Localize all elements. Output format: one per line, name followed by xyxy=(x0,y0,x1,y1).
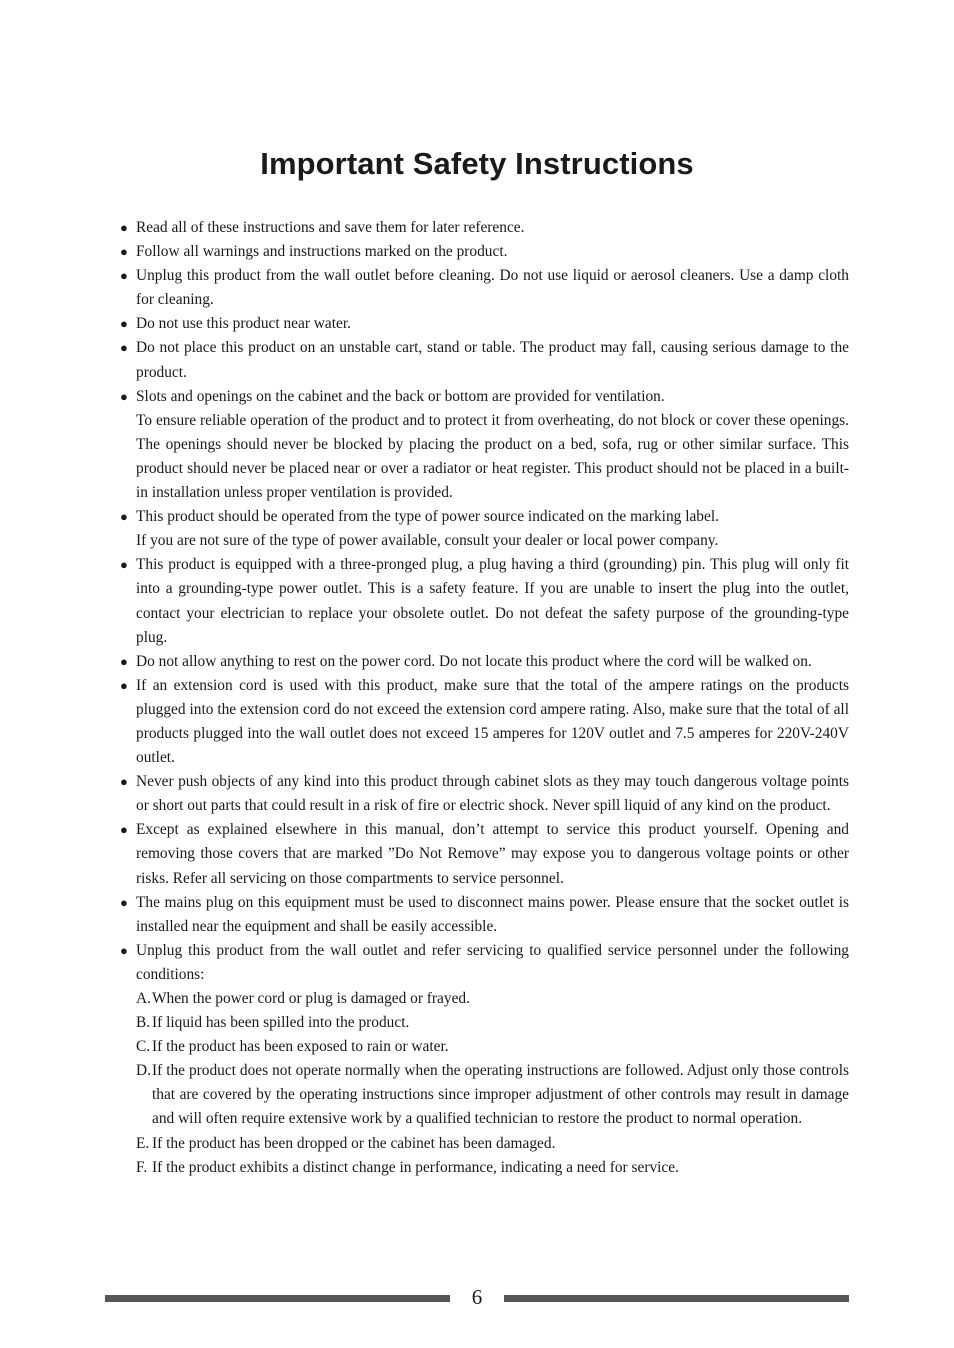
list-item xyxy=(118,818,849,890)
bullet-icon: ● xyxy=(120,557,128,573)
list-item xyxy=(118,505,849,553)
item-text: Do not use this product near water. xyxy=(136,315,351,333)
item-text: This product should be operated from the type of power source indicated on the marking label. xyxy=(136,508,719,526)
condition-letter: E. xyxy=(136,1134,150,1152)
condition-text: If the product has been exposed to rain or water. xyxy=(152,1038,449,1056)
bullet-icon: ● xyxy=(120,677,128,693)
list-item xyxy=(118,336,849,384)
list-item xyxy=(118,939,849,987)
item-text: Do not place this product on an unstable cart, stand or table. The product may fall, causing serious damage to the product. xyxy=(136,339,849,381)
condition-item xyxy=(136,1035,849,1059)
condition-text: If the product has been dropped or the cabinet has been damaged. xyxy=(152,1134,556,1152)
bullet-icon: ● xyxy=(120,894,128,910)
condition-letter: C. xyxy=(136,1038,151,1056)
item-text: Never push objects of any kind into this product through cabinet slots as they may touch dangerous voltage points or short out parts that could result in a risk of fire or electric shock. Never spill liquid of any kind on the product. xyxy=(136,773,849,815)
list-item xyxy=(118,216,849,240)
bullet-icon: ● xyxy=(120,509,128,525)
footer-rule-left xyxy=(105,1295,450,1302)
list-item xyxy=(118,674,849,770)
condition-text: When the power cord or plug is damaged or frayed. xyxy=(152,990,470,1007)
condition-item xyxy=(136,1059,849,1131)
item-text: Follow all warnings and instructions marked on the product. xyxy=(136,243,508,261)
condition-letter: B. xyxy=(136,1014,151,1032)
condition-text: If liquid has been spilled into the product. xyxy=(152,1014,410,1032)
bullet-icon: ● xyxy=(120,316,128,332)
item-text: If an extension cord is used with this product, make sure that the total of the ampere ratings on the products plugged into the extension cord do not exceed the extension cord ampere rating. Also, make sure that the total of all products plugged into the wall outlet does not exceed 15 amperes for 120V outlet and 7.5 amperes for 220V-240V outlet. xyxy=(136,676,849,767)
bullet-icon: ● xyxy=(120,220,128,235)
safety-instructions-list xyxy=(118,216,849,1180)
condition-letter: F. xyxy=(136,1158,148,1176)
item-text: Unplug this product from the wall outlet before cleaning. Do not use liquid or aerosol cleaners. Use a damp cloth for cleaning. xyxy=(136,267,849,309)
bullet-icon: ● xyxy=(120,653,128,669)
list-item xyxy=(118,385,849,505)
list-item xyxy=(118,553,849,649)
item-text: Do not allow anything to rest on the power cord. Do not locate this product where the cord will be walked on. xyxy=(136,652,812,670)
bullet-icon: ● xyxy=(120,942,128,958)
item-text: Slots and openings on the cabinet and the back or bottom are provided for ventilation. xyxy=(136,387,665,405)
list-item xyxy=(118,650,849,674)
condition-item xyxy=(136,987,849,1011)
item-text: Read all of these instructions and save them for later reference. xyxy=(136,219,525,236)
page-title: Important Safety Instructions xyxy=(260,146,694,181)
list-item xyxy=(118,770,849,818)
conditions-sublist xyxy=(136,987,849,1180)
bullet-icon: ● xyxy=(120,388,128,404)
condition-text: If the product does not operate normally when the operating instructions are followed. Adjust only those controls that are covered by the operating instructions since improper adjustment of other controls may result in damage and will often require extensive work by a qualified technician to restore the product to normal operation. xyxy=(152,1062,849,1128)
condition-letter: D. xyxy=(136,1062,151,1080)
list-item xyxy=(118,240,849,264)
condition-item xyxy=(136,1132,849,1156)
bullet-icon: ● xyxy=(120,268,128,284)
list-item xyxy=(118,891,849,939)
item-text: Except as explained elsewhere in this manual, don’t attempt to service this product yourself. Opening and removing those covers that are marked ”Do Not Remove” may expose you to dangerous voltage points or other risks. Refer all servicing on those compartments to service personnel. xyxy=(136,821,849,887)
condition-text: If the product exhibits a distinct change in performance, indicating a need for service. xyxy=(152,1158,679,1176)
list-item xyxy=(118,312,849,336)
bullet-icon: ● xyxy=(120,822,128,838)
page-number: 6 xyxy=(471,1285,483,1309)
item-extra-text: To ensure reliable operation of the product and to protect it from overheating, do not block or cover these openings. The openings should never be blocked by placing the product on a bed, sofa, rug or other similar surface. This product should never be placed near or over a radiator or heat register. This product should not be placed in a built-in installation unless proper ventilation is provided. xyxy=(136,411,849,502)
item-extra-text: If you are not sure of the type of power available, consult your dealer or local power company. xyxy=(136,532,719,550)
list-item xyxy=(118,264,849,312)
item-text: This product is equipped with a three-pronged plug, a plug having a third (grounding) pin. This plug will only fit into a grounding-type power outlet. This is a safety feature. If you are unable to insert the plug into the outlet, contact your electrician to replace your obsolete outlet. Do not defeat the safety purpose of the grounding-type plug. xyxy=(136,556,849,646)
condition-item xyxy=(136,1011,849,1035)
bullet-icon: ● xyxy=(120,244,128,260)
page-footer xyxy=(105,1283,849,1313)
bullet-icon: ● xyxy=(120,340,128,356)
item-text: Unplug this product from the wall outlet and refer servicing to qualified service personnel under the following conditions: xyxy=(136,941,849,983)
condition-letter: A. xyxy=(136,990,151,1007)
condition-item xyxy=(136,1156,849,1180)
bullet-icon: ● xyxy=(120,774,128,790)
item-text: The mains plug on this equipment must be used to disconnect mains power. Please ensure that the socket outlet is installed near the equipment and shall be easily accessible. xyxy=(136,893,849,935)
footer-rule-right xyxy=(504,1295,849,1302)
